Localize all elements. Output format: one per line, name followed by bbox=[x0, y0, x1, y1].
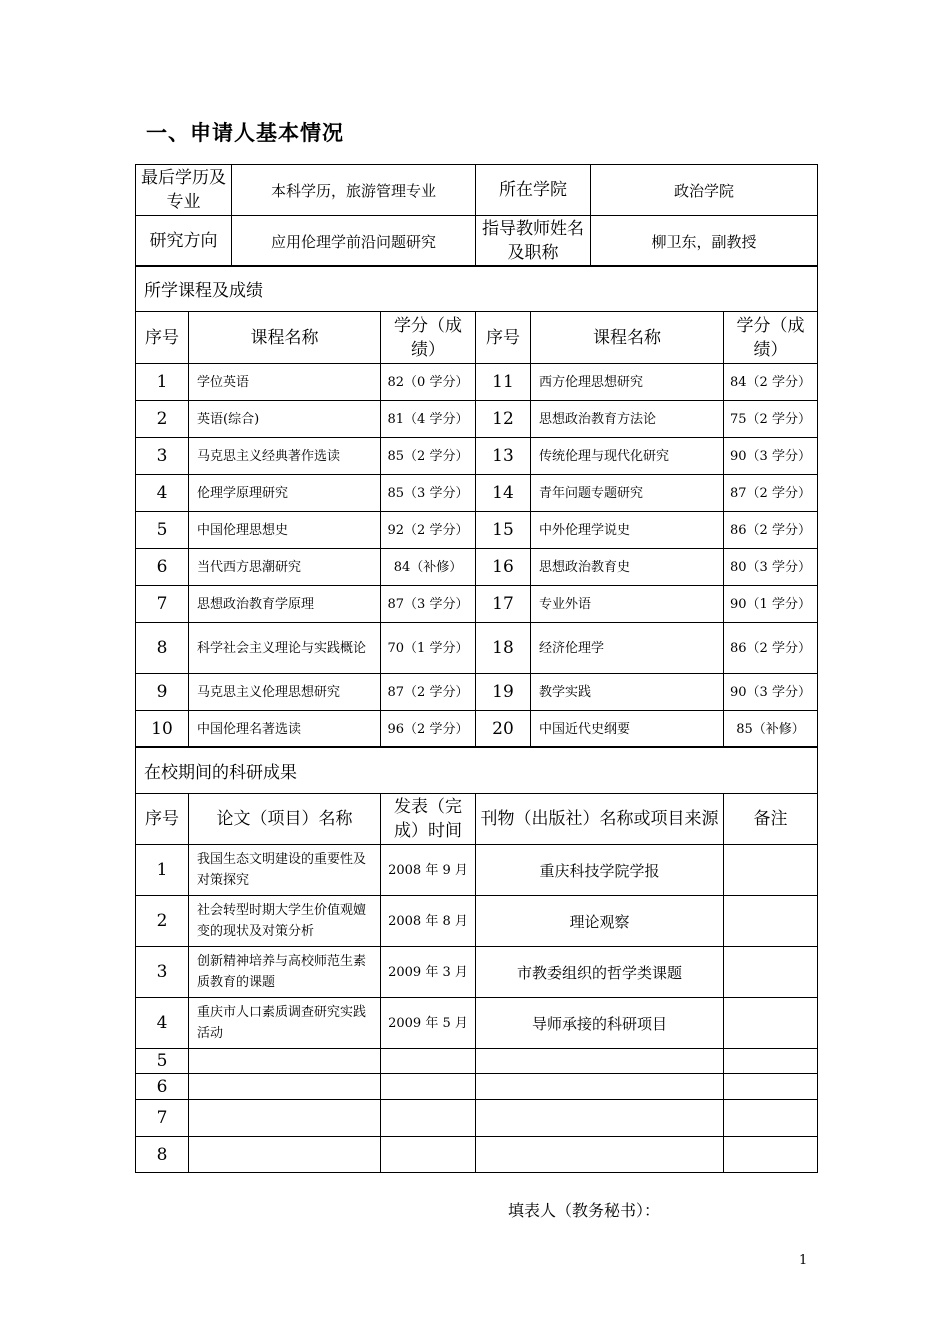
course-score: 90（3 学分） bbox=[724, 438, 818, 475]
table-row bbox=[136, 711, 818, 748]
course-no: 14 bbox=[476, 475, 531, 512]
research-time bbox=[381, 1049, 476, 1074]
courses-table bbox=[135, 265, 818, 748]
course-name: 思想政治教育史 bbox=[531, 549, 724, 586]
table-row bbox=[136, 1049, 818, 1074]
college-label: 所在学院 bbox=[476, 165, 591, 216]
course-score: 84（补修） bbox=[381, 549, 476, 586]
course-name-header: 课程名称 bbox=[531, 312, 724, 364]
table-row bbox=[136, 674, 818, 711]
research-name: 创新精神培养与高校师范生素质教育的课题 bbox=[189, 947, 381, 998]
research-no: 1 bbox=[136, 845, 189, 896]
course-name: 当代西方思潮研究 bbox=[189, 549, 381, 586]
course-score: 87（3 学分） bbox=[381, 586, 476, 623]
course-no-header: 序号 bbox=[136, 312, 189, 364]
course-score: 85（3 学分） bbox=[381, 475, 476, 512]
advisor-label: 指导教师姓名及职称 bbox=[476, 216, 591, 267]
table-row bbox=[136, 947, 818, 998]
research-name: 我国生态文明建设的重要性及对策探究 bbox=[189, 845, 381, 896]
course-score: 84（2 学分） bbox=[724, 364, 818, 401]
research-note bbox=[724, 845, 818, 896]
research-time: 2009 年 3 月 bbox=[381, 947, 476, 998]
course-no: 17 bbox=[476, 586, 531, 623]
basic-info-table bbox=[135, 164, 818, 267]
research-source: 市教委组织的哲学类课题 bbox=[476, 947, 724, 998]
course-name: 青年问题专题研究 bbox=[531, 475, 724, 512]
course-no-header: 序号 bbox=[476, 312, 531, 364]
research-section-title: 在校期间的科研成果 bbox=[136, 747, 818, 794]
course-name: 科学社会主义理论与实践概论 bbox=[189, 623, 381, 674]
course-no: 1 bbox=[136, 364, 189, 401]
college-value: 政治学院 bbox=[591, 165, 818, 216]
course-score: 75（2 学分） bbox=[724, 401, 818, 438]
table-row bbox=[136, 549, 818, 586]
research-name bbox=[189, 1100, 381, 1137]
research-no: 3 bbox=[136, 947, 189, 998]
research-source: 重庆科技学院学报 bbox=[476, 845, 724, 896]
research-no: 2 bbox=[136, 896, 189, 947]
course-name: 马克思主义经典著作选读 bbox=[189, 438, 381, 475]
table-row bbox=[136, 998, 818, 1049]
form-filler-label: 填表人（教务秘书）： bbox=[508, 1201, 661, 1220]
course-score: 87（2 学分） bbox=[724, 475, 818, 512]
research-note-header: 备注 bbox=[724, 794, 818, 845]
research-table bbox=[135, 746, 818, 1173]
course-name-header: 课程名称 bbox=[189, 312, 381, 364]
table-row bbox=[136, 1100, 818, 1137]
research-no: 7 bbox=[136, 1100, 189, 1137]
course-score: 96（2 学分） bbox=[381, 711, 476, 748]
research-time-header: 发表（完成）时间 bbox=[381, 794, 476, 845]
table-row bbox=[136, 845, 818, 896]
advisor-value: 柳卫东，副教授 bbox=[591, 216, 818, 267]
section-title: 一、申请人基本情况 bbox=[146, 121, 344, 145]
research-source bbox=[476, 1137, 724, 1173]
course-score: 85（补修） bbox=[724, 711, 818, 748]
course-no: 9 bbox=[136, 674, 189, 711]
course-name: 传统伦理与现代化研究 bbox=[531, 438, 724, 475]
research-name bbox=[189, 1137, 381, 1173]
course-credit-header: 学分（成绩） bbox=[724, 312, 818, 364]
course-no: 16 bbox=[476, 549, 531, 586]
course-name: 中国伦理思想史 bbox=[189, 512, 381, 549]
research-note bbox=[724, 1137, 818, 1173]
research-name bbox=[189, 1074, 381, 1100]
research-time bbox=[381, 1137, 476, 1173]
research-source: 导师承接的科研项目 bbox=[476, 998, 724, 1049]
course-no: 10 bbox=[136, 711, 189, 748]
course-credit-header: 学分（成绩） bbox=[381, 312, 476, 364]
course-name: 经济伦理学 bbox=[531, 623, 724, 674]
course-no: 6 bbox=[136, 549, 189, 586]
course-name: 思想政治教育方法论 bbox=[531, 401, 724, 438]
research-note bbox=[724, 1049, 818, 1074]
table-row bbox=[136, 475, 818, 512]
research-no: 8 bbox=[136, 1137, 189, 1173]
research-name: 重庆市人口素质调查研究实践活动 bbox=[189, 998, 381, 1049]
research-time: 2008 年 9 月 bbox=[381, 845, 476, 896]
edu-label: 最后学历及专业 bbox=[136, 165, 232, 216]
course-name: 思想政治教育学原理 bbox=[189, 586, 381, 623]
research-name: 社会转型时期大学生价值观嬗变的现状及对策分析 bbox=[189, 896, 381, 947]
research-time: 2009 年 5 月 bbox=[381, 998, 476, 1049]
research-source bbox=[476, 1100, 724, 1137]
course-score: 86（2 学分） bbox=[724, 512, 818, 549]
table-row bbox=[136, 1137, 818, 1173]
course-no: 19 bbox=[476, 674, 531, 711]
course-score: 82（0 学分） bbox=[381, 364, 476, 401]
table-row bbox=[136, 896, 818, 947]
course-no: 3 bbox=[136, 438, 189, 475]
research-note bbox=[724, 947, 818, 998]
course-name: 中国伦理名著选读 bbox=[189, 711, 381, 748]
table-row bbox=[136, 623, 818, 674]
course-name: 中外伦理学说史 bbox=[531, 512, 724, 549]
course-name: 专业外语 bbox=[531, 586, 724, 623]
course-name: 英语(综合) bbox=[189, 401, 381, 438]
edu-value: 本科学历，旅游管理专业 bbox=[232, 165, 476, 216]
research-source bbox=[476, 1074, 724, 1100]
course-name: 伦理学原理研究 bbox=[189, 475, 381, 512]
course-no: 11 bbox=[476, 364, 531, 401]
research-time bbox=[381, 1100, 476, 1137]
research-time: 2008 年 8 月 bbox=[381, 896, 476, 947]
page-number: 1 bbox=[799, 1253, 808, 1268]
research-source-header: 刊物（出版社）名称或项目来源 bbox=[476, 794, 724, 845]
research-note bbox=[724, 896, 818, 947]
course-no: 18 bbox=[476, 623, 531, 674]
research-no: 5 bbox=[136, 1049, 189, 1074]
course-score: 86（2 学分） bbox=[724, 623, 818, 674]
research-name bbox=[189, 1049, 381, 1074]
course-no: 7 bbox=[136, 586, 189, 623]
research-no: 6 bbox=[136, 1074, 189, 1100]
research-name-header: 论文（项目）名称 bbox=[189, 794, 381, 845]
research-no-header: 序号 bbox=[136, 794, 189, 845]
course-score: 80（3 学分） bbox=[724, 549, 818, 586]
course-score: 90（1 学分） bbox=[724, 586, 818, 623]
research-time bbox=[381, 1074, 476, 1100]
research-direction-label: 研究方向 bbox=[136, 216, 232, 267]
course-no: 8 bbox=[136, 623, 189, 674]
course-name: 学位英语 bbox=[189, 364, 381, 401]
course-no: 4 bbox=[136, 475, 189, 512]
research-note bbox=[724, 1074, 818, 1100]
course-score: 92（2 学分） bbox=[381, 512, 476, 549]
research-note bbox=[724, 1100, 818, 1137]
course-no: 13 bbox=[476, 438, 531, 475]
table-row bbox=[136, 512, 818, 549]
courses-section-title: 所学课程及成绩 bbox=[136, 266, 818, 312]
course-no: 15 bbox=[476, 512, 531, 549]
course-no: 12 bbox=[476, 401, 531, 438]
research-source: 理论观察 bbox=[476, 896, 724, 947]
research-note bbox=[724, 998, 818, 1049]
table-row bbox=[136, 364, 818, 401]
course-score: 90（3 学分） bbox=[724, 674, 818, 711]
research-no: 4 bbox=[136, 998, 189, 1049]
course-score: 81（4 学分） bbox=[381, 401, 476, 438]
course-score: 70（1 学分） bbox=[381, 623, 476, 674]
course-no: 20 bbox=[476, 711, 531, 748]
table-row bbox=[136, 586, 818, 623]
course-no: 2 bbox=[136, 401, 189, 438]
research-direction-value: 应用伦理学前沿问题研究 bbox=[232, 216, 476, 267]
course-no: 5 bbox=[136, 512, 189, 549]
table-row bbox=[136, 1074, 818, 1100]
table-row bbox=[136, 438, 818, 475]
table-row bbox=[136, 401, 818, 438]
research-source bbox=[476, 1049, 724, 1074]
course-score: 85（2 学分） bbox=[381, 438, 476, 475]
course-name: 中国近代史纲要 bbox=[531, 711, 724, 748]
course-score: 87（2 学分） bbox=[381, 674, 476, 711]
course-name: 马克思主义伦理思想研究 bbox=[189, 674, 381, 711]
course-name: 教学实践 bbox=[531, 674, 724, 711]
course-name: 西方伦理思想研究 bbox=[531, 364, 724, 401]
